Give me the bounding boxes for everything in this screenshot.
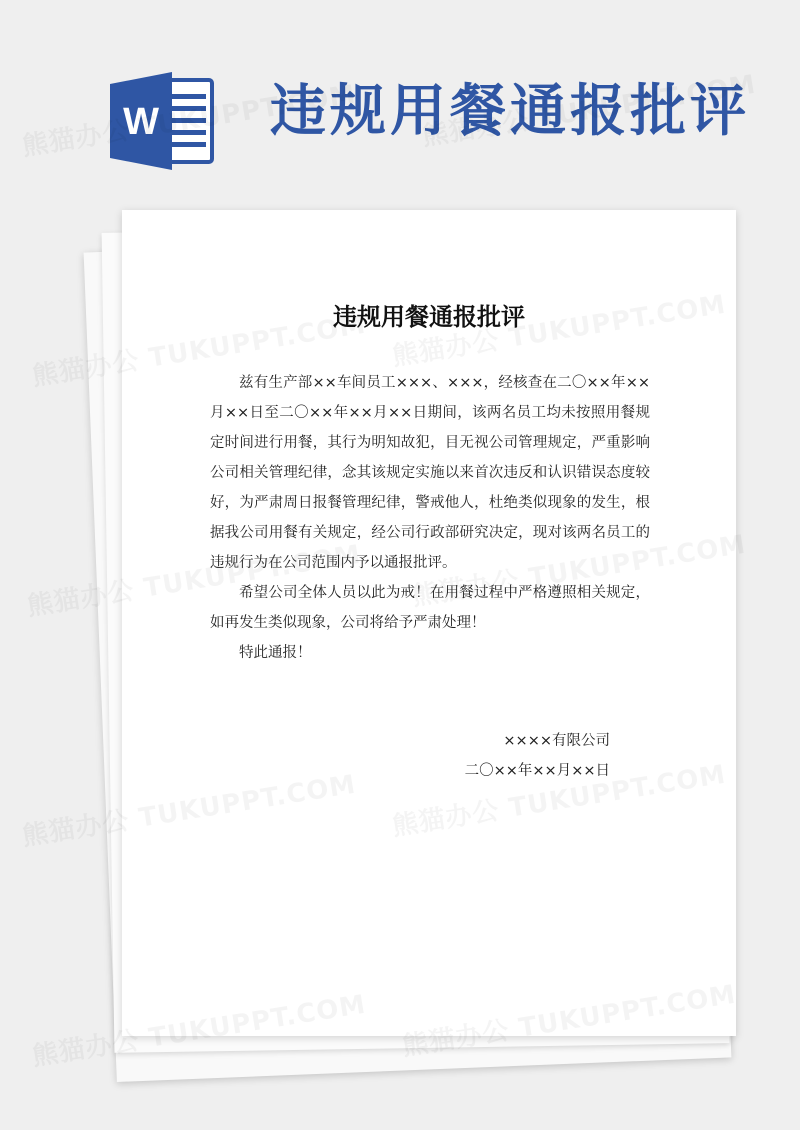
document-body [210,368,650,668]
signature-date: 二〇××年××月××日 [464,763,610,779]
signature-block [465,726,610,786]
word-logo-letter: W [123,101,159,143]
word-document-icon [110,72,216,170]
paragraph-notice: 兹有生产部××车间员工×××、×××，经核查在二〇××年××月××日至二〇××年××月××日期间，该两名员工均未按照用餐规定时间进行用餐，其行为明知故犯，目无视公司管理规定，严重影响公司相关管理纪律，念其该规定实施以来首次违反和认识错误态度较好，为严肃周日报餐管理纪律，警戒他人，杜绝类似现象的发生，根据我公司用餐有关规定，经公司行政部研究决定，现对该两名员工的违规行为在公司范围内予以通报批评。 [210,375,650,571]
paragraph-warning: 希望公司全体人员以此为戒！在用餐过程中严格遵照相关规定，如再发生类似现象，公司将给予严肃处理！ [210,585,650,631]
document-title: 违规用餐通报批评 [333,303,525,331]
header-title: 违规用餐通报批评 [270,79,750,144]
document-page [122,210,736,1036]
paragraph-closing: 特此通报！ [239,645,312,661]
signature-company: ××××有限公司 [503,733,610,749]
